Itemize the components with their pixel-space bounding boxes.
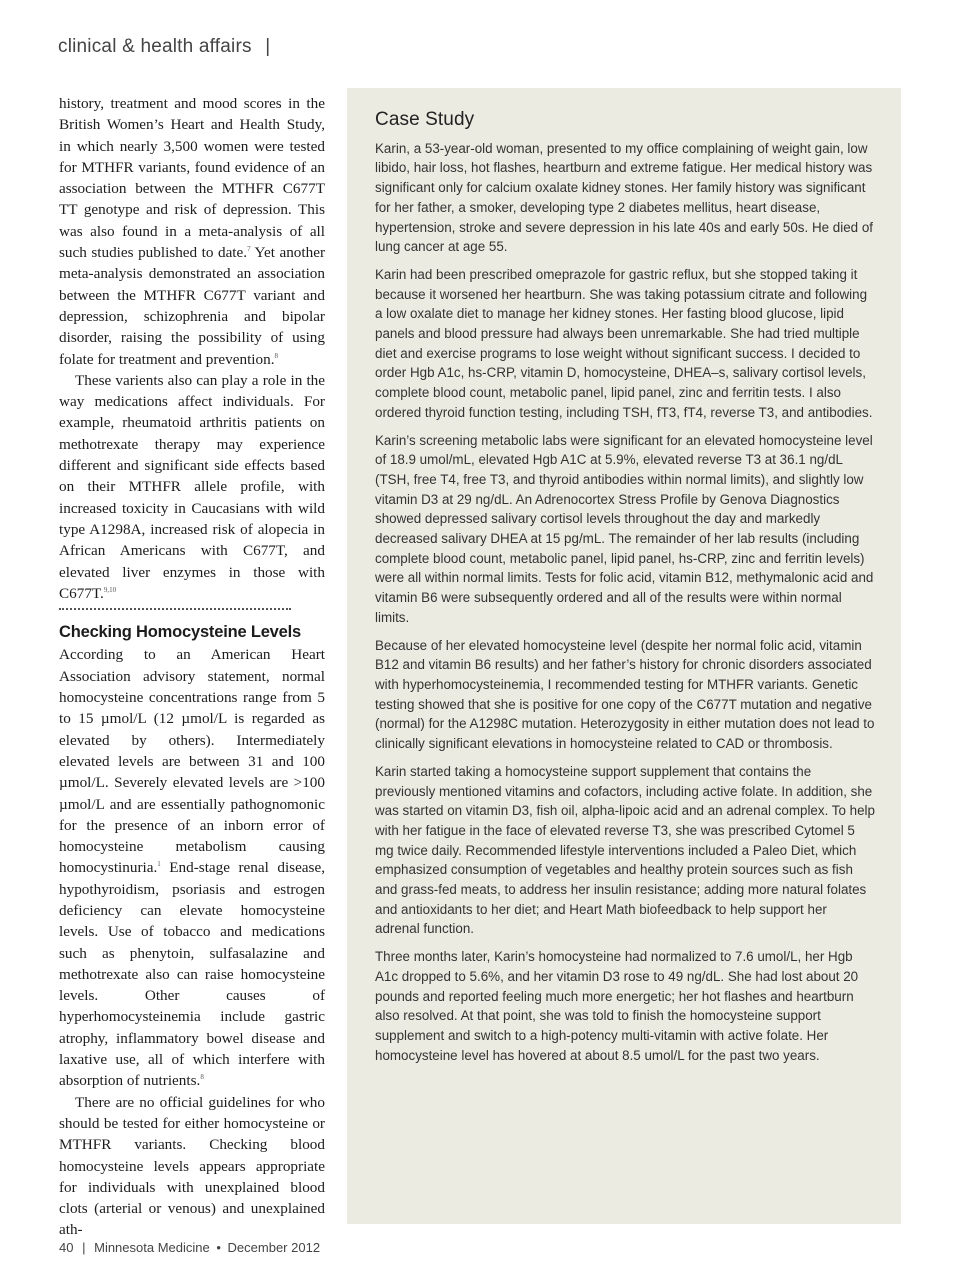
citation: 8	[274, 351, 278, 360]
page-footer	[59, 1240, 320, 1255]
case-study-content	[375, 110, 875, 1073]
case-paragraph: Because of her elevated homocysteine level (despite her normal folic acid, vitamin B12 and vitamin B6 results) and her father’s history for chronic disorders associated with hyperhomocysteinemia, I recommended testing for MTHFR variants. Genetic testing showed that she is positive for one copy of the C677T mutation and negative (normal) for the A1298C mutation. Heterozygosity in either mutation does not lead to clinically significant elevations in homocysteine related to CAD or thrombosis.	[375, 637, 875, 752]
citation: 8	[200, 1073, 204, 1082]
body-paragraph: history, treatment and mood scores in the British Women’s Heart and Health Study, in which nearly 3,500 women were tested for MTHFR variants, found evidence of an association between the MTHFR C677T TT genotype and risk of depression. This was also found in a meta-analysis of all such studies published to date.$^7$ Yet another meta-analysis demonstrated an association between the MTHFR C677T variant and depression, schizophrenia and bipolar disorder, raising the possibility of using folate for treatment and prevention.$^8$	[59, 95, 325, 368]
section-label: clinical & health affairs	[58, 36, 252, 57]
footer-separator: |	[82, 1240, 86, 1255]
footer-bullet: •	[216, 1240, 221, 1255]
case-study-title: Case Study	[375, 109, 475, 130]
page-number: 40	[59, 1240, 74, 1255]
journal-name: Minnesota Medicine	[94, 1240, 210, 1255]
citation: 9,10	[103, 585, 117, 594]
case-study-sidebar	[347, 88, 901, 1224]
issue-date: December 2012	[227, 1240, 321, 1255]
left-column	[59, 93, 325, 1241]
citation: 1	[157, 860, 161, 869]
body-paragraph: There are no official guidelines for who should be tested for either homocysteine or MTHFR variants. Checking blood homocysteine levels appears appropriate for individuals with unexplained blood clots (arterial or venous) and unexplained ath-	[59, 1093, 325, 1239]
running-header	[58, 36, 270, 58]
citation: 7	[247, 245, 251, 254]
case-paragraph: Three months later, Karin’s homocysteine had normalized to 7.6 umol/L, her Hgb A1c dropped to 5.6%, and her vitamin D3 rose to 49 ng/dL. She had lost about 20 pounds and reported feeling much more energetic; her hot flashes and heartburn also resolved. At that point, she was told to finish the homocysteine support supplement and switch to a high-potency multi-vitamin with active folate. Her homocysteine level has hovered at about 8.5 umol/L for the past two years.	[375, 949, 859, 1063]
section-heading: Checking Homocysteine Levels	[59, 623, 301, 642]
case-paragraph: Karin’s screening metabolic labs were significant for an elevated homocysteine level of 18.9 umol/mL, elevated Hgb A1C at 5.9%, elevated reverse T3 at 36.1 ng/dL (TSH, free T4, free T3, and thyroid antibodies within normal limits), and slightly low vitamin D3 at 29 ng/dL. An Adrenocortex Stress Profile by Genova Diagnostics showed depressed salivary cortisol levels throughout the day and markedly decreased salivary DHEA at 15 pg/mL. The remainder of her lab results (including complete blood count, metabolic panel, lipid panel, hs-CRP, zinc and ferritin levels) were all within normal limits. Tests for folic acid, vitamin B12, methymalonic acid and vitamin B6 were subsequently ordered and all of the results were within normal limits.	[375, 432, 874, 625]
header-separator: |	[265, 36, 271, 57]
body-paragraph: These varients also can play a role in the way medications affect individuals. For example, rheumatoid arthritis patients on methotrexate therapy may experience different and significant side effects based on their MTHFR allele profile, with increased toxicity in Caucasians with wild type A1298A, increased risk of alopecia in African Americans with C677T, and elevated liver enzymes in those with C677T.$^{9,10}$	[59, 371, 325, 602]
case-paragraph: Karin started taking a homocysteine support supplement that contains the previously mentioned vitamins and cofactors, including active folate. In addition, she was started on vitamin D3, fish oil, alpha-lipoic acid and an adrenal complex. To help with her fatigue in the face of elevated reverse T3, she was prescribed Cytomel 5 mg twice daily. Recommended lifestyle interventions included a Paleo Diet, which emphasized consumption of vegetables and healthy protein sources such as fish and grass-fed meats, to address her insulin resistance; adding more natural folates and antioxidants to her diet; and Heart Math biofeedback to help support her adrenal function.	[375, 763, 875, 937]
body-paragraph: According to an American Heart Association advisory statement, normal homocysteine concentrations range from 5 to 15 µmol/L (12 µmol/L is regarded as elevated by others). Intermediately elevated levels are between 31 and 100 µmol/L. Severely elevated levels are >100 µmol/L and are essentially pathognomonic for the presence of an inborn error of homocysteine metabolism causing homocystinuria.$^1$ End-stage renal disease, hypothyroidism, psoriasis and estrogen deficiency can elevate homocysteine levels. Use of tobacco and medications such as phenytoin, sulfasalazine and methotrexate also can raise homocysteine levels. Other causes of hyperhomocysteinemia include gastric atrophy, inflammatory bowel disease and laxative use, all of which interfere with absorption of nutrients.$^8$	[59, 646, 325, 1090]
case-paragraph: Karin had been prescribed omeprazole for gastric reflux, but she stopped taking it because it worsened her heartburn. She was taking potassium citrate and following a low oxalate diet to manage her kidney stones. Her fasting blood glucose, lipid panels and blood pressure had always been unremarkable. She had tried multiple diet and exercise programs to lose weight without significant success. I decided to order Hgb A1c, hs-CRP, vitamin D, homocysteine, DHEA–s, salivary cortisol levels, complete blood count, metabolic panel, lipid panel, zinc and ferritin tests. I also ordered thyroid function testing, including TSH, fT3, fT4, reverse T3, and antibodies.	[375, 266, 873, 420]
case-paragraph: Karin, a 53-year-old woman, presented to my office complaining of weight gain, low libido, hair loss, hot flashes, heartburn and extreme fatigue. Her medical history was significant only for calcium oxalate kidney stones. Her family history was significant for her father, a smoker, developing type 2 diabetes mellitus, heart disease, hypertension, stroke and severe depression in his late 40s and early 50s. He died of lung cancer at age 55.	[375, 140, 873, 255]
section-divider	[59, 608, 291, 610]
